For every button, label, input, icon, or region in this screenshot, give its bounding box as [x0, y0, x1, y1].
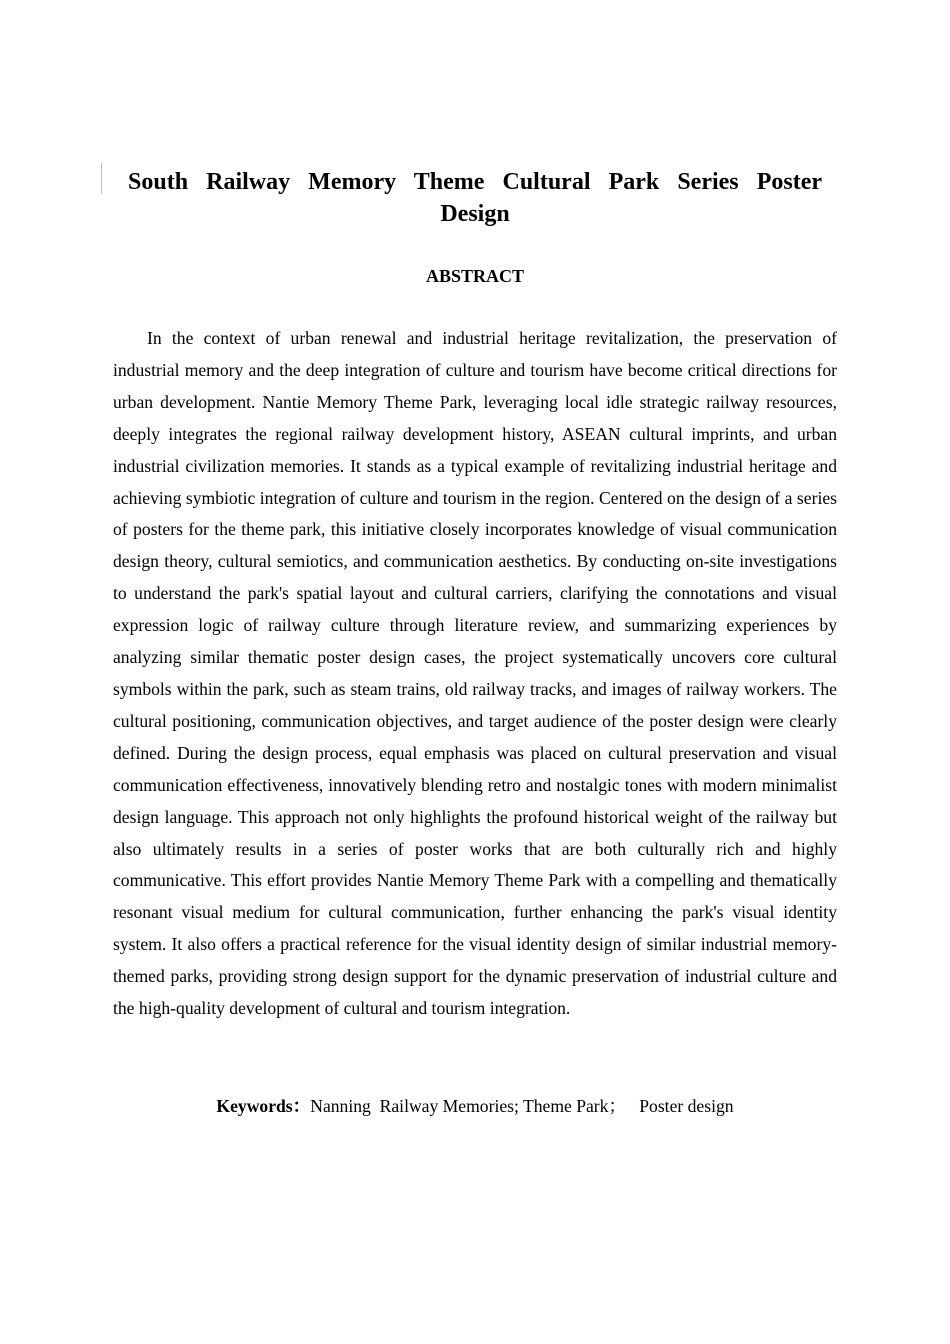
- keywords-line: [113, 1094, 837, 1118]
- abstract-body: In the context of urban renewal and industrial heritage revitalization, the preservation of industrial memory and the deep integration of culture and tourism have become critical directions for urban development. Nantie Memory Theme Park, leveraging local idle strategic railway resources, deeply integrates the regional railway development history, ASEAN cultural imprints, and urban industrial civilization memories. It stands as a typical example of revitalizing industrial heritage and achieving symbiotic integration of culture and tourism in the region. Centered on the design of a series of posters for the theme park, this initiative closely incorporates knowledge of visual communication design theory, cultural semiotics, and communication aesthetics. By conducting on-site investigations to understand the park's spatial layout and cultural carriers, clarifying the connotations and visual expression logic of railway culture through literature review, and summarizing experiences by analyzing similar thematic poster design cases, the project systematically uncovers core cultural symbols within the park, such as steam trains, old railway tracks, and images of railway workers. The cultural positioning, communication objectives, and target audience of the poster design were clearly defined. During the design process, equal emphasis was placed on cultural preservation and visual communication effectiveness, innovatively blending retro and nostalgic tones with modern minimalist design language. This approach not only highlights the profound historical weight of the railway but also ultimately results in a series of poster works that are both culturally rich and highly communicative. This effort provides Nantie Memory Theme Park with a compelling and thematically resonant visual medium for cultural communication, further enhancing the park's visual identity system. It also offers a practical reference for the visual identity design of similar industrial memory-themed parks, providing strong design support for the dynamic preservation of industrial culture and the high-quality development of cultural and tourism integration.: [113, 328, 837, 1019]
- paper-title: South Railway Memory Theme Cultural Park Series Poster Design: [128, 169, 822, 227]
- abstract-heading: ABSTRACT: [425, 266, 525, 286]
- keywords-label: Keywords：: [216, 1096, 311, 1116]
- keywords-value: Nanning Railway Memories; Theme Park； Poster design: [310, 1096, 734, 1116]
- text-cursor-margin-mark: [101, 163, 102, 194]
